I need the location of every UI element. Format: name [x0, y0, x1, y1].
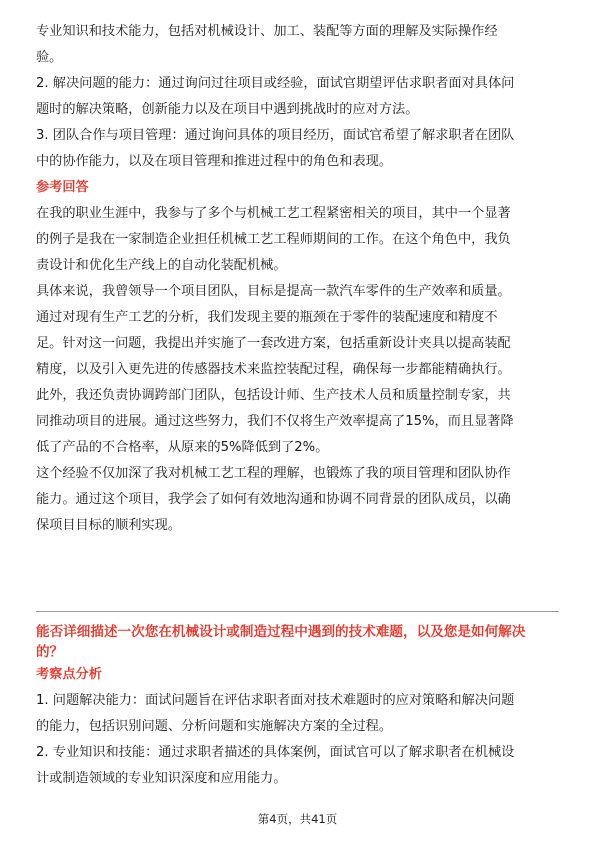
answer-line: 在我的职业生涯中，我参与了多个与机械工艺工程紧密相关的项目，其中一个显著 [36, 206, 511, 221]
criteria-line: 专业知识和技术能力，包括对机械设计、加工、装配等方面的理解及实际操作经 [36, 24, 498, 39]
criteria-list-continued [36, 19, 559, 175]
section-divider [36, 611, 559, 612]
question-title-line: 的？ [36, 644, 64, 660]
criteria-line: 2. 解决问题的能力：通过询问过往项目或经验，面试官期望评估求职者面对具体问 [36, 76, 515, 91]
answer-line: 这个经验不仅加深了我对机械工艺工程的理解，也锻炼了我的项目管理和团队协作 [36, 466, 511, 481]
criteria-line: 中的协作能力，以及在项目管理和推进过程中的角色和表现。 [36, 154, 393, 169]
question-title-line: 能否详细描述一次您在机械设计或制造过程中遇到的技术难题，以及您是如何解决 [36, 624, 526, 640]
document-page [36, 0, 559, 842]
analysis-line: 的能力，包括识别问题、分析问题和实施解决方案的全过程。 [36, 719, 393, 734]
answer-line: 通过对现有生产工艺的分析，我们发现主要的瓶颈在于零件的装配速度和精度不 [36, 310, 498, 325]
answer-line: 具体来说，我曾领导一个项目团队，目标是提高一款汽车零件的生产效率和质量。 [36, 284, 511, 299]
question-2 [36, 619, 559, 665]
answer-line: 精度，以及引入更先进的传感器技术来监控装配过程，确保每一步都能精确执行。 [36, 362, 511, 377]
answer-line: 保项目目标的顺利实现。 [36, 518, 182, 533]
analysis-line: 2. 专业知识和技能：通过求职者描述的具体案例，面试官可以了解求职者在机械设 [36, 745, 515, 760]
answer-line: 低了产品的不合格率，从原来的5%降低到了2%。 [36, 440, 329, 455]
analysis-section [36, 662, 559, 792]
answer-line: 此外，我还负责协调跨部门团队，包括设计师、生产技术人员和质量控制专家，共 [36, 388, 511, 403]
answer-line: 同推动项目的进展。通过这些努力，我们不仅将生产效率提高了15%，而且显著降 [36, 414, 514, 429]
analysis-heading: 考察点分析 [36, 667, 102, 682]
reference-answer-section [36, 175, 559, 539]
criteria-line: 题时的解决策略，创新能力以及在项目中遇到挑战时的应对方法。 [36, 102, 419, 117]
analysis-line: 计或制造领域的专业知识深度和应用能力。 [36, 771, 287, 786]
answer-line: 的例子是我在一家制造企业担任机械工艺工程师期间的工作。在这个角色中，我负 [36, 232, 511, 247]
reference-answer-heading: 参考回答 [36, 180, 89, 195]
page-number-footer: 第4页，共41页 [257, 812, 338, 826]
criteria-line: 验。 [36, 50, 63, 65]
answer-line: 责设计和优化生产线上的自动化装配机械。 [36, 258, 287, 273]
analysis-line: 1. 问题解决能力：面试问题旨在评估求职者面对技术难题时的应对策略和解决问题 [36, 693, 515, 708]
answer-line: 能力。通过这个项目，我学会了如何有效地沟通和协调不同背景的团队成员，以确 [36, 492, 511, 507]
criteria-line: 3. 团队合作与项目管理：通过询问具体的项目经历，面试官希望了解求职者在团队 [36, 128, 515, 143]
answer-line: 足。针对这一问题，我提出并实施了一套改进方案，包括重新设计夹具以提高装配 [36, 336, 511, 351]
